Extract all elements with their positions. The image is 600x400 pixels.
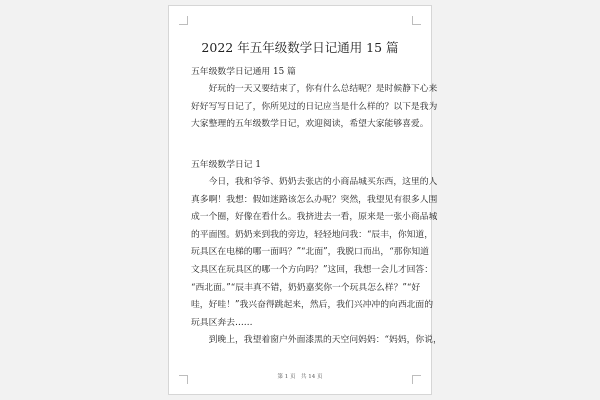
intro-paragraph xyxy=(191,81,438,134)
story-paragraph xyxy=(191,174,442,350)
story-line: 的平面图。奶奶来到我的旁边，轻轻地问我：“辰丰，你知道， xyxy=(191,229,434,240)
page-footer: 第 1 页 共 14 页 xyxy=(277,374,323,380)
story-line: 玩具区奔去…… xyxy=(191,317,253,328)
story-line: 今日，我和爷爷、奶奶去张店的小商品城买东西，这里的人 xyxy=(191,177,438,187)
intro-line: 好玩的一天又要结束了，你有什么总结呢？是时候静下心来 xyxy=(191,84,438,94)
intro-line: 大家整理的五年级数学日记，欢迎阅读，希望大家能够喜爱。 xyxy=(191,119,429,130)
intro-line: 好好写写日记了，你所见过的日记应当是什么样的？以下是我为 xyxy=(191,101,438,112)
section-heading: 五年级数学日记 1 xyxy=(191,160,261,170)
document-subtitle: 五年级数学日记通用 15 篇 xyxy=(191,67,296,77)
story-line: 成一个圈，好像在看什么。我挤进去一看，原来是一张小商品城 xyxy=(191,212,438,223)
story-line: 文具区在玩具区的哪一个方向吗？”这回，我想一会儿才回答： xyxy=(191,264,434,275)
document-title: 2022 年五年级数学日记通用 15 篇 xyxy=(201,40,399,55)
crop-mark-top-left xyxy=(179,16,188,25)
story-line: 玩具区在电梯的哪一面吗？”“北面”，我脱口而出，“那你知道 xyxy=(191,247,429,258)
story-line: 真多啊！我想：假如迷路该怎么办呢？突然，我望见有很多人围 xyxy=(191,194,438,205)
story-line: 哇，好哇！”我兴奋得跳起来，然后，我们兴冲冲的向西北面的 xyxy=(191,300,434,311)
document-page xyxy=(168,5,442,395)
story-line: “西北面。”“辰丰真不错，奶奶嘉奖你一个玩具怎么样？”“好 xyxy=(191,282,421,293)
story-line: 到晚上，我望着窗户外面漆黑的天空问妈妈：“妈妈，你说， xyxy=(191,335,442,346)
crop-mark-top-right xyxy=(412,16,421,25)
